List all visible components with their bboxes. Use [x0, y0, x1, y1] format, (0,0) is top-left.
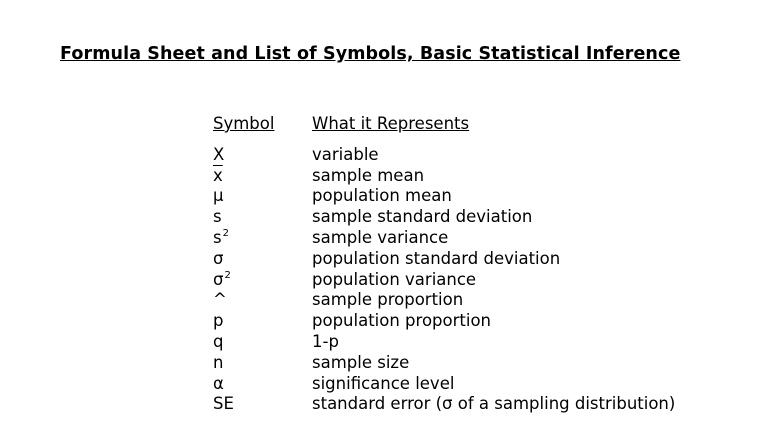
meaning-cell: sample standard deviation: [312, 207, 533, 227]
symbol-cell: α: [213, 373, 224, 393]
table-row: [213, 166, 675, 187]
table-row: [213, 332, 675, 353]
symbol-cell: q: [213, 331, 224, 351]
table-row: [213, 311, 675, 332]
table-row: [213, 353, 675, 374]
meaning-column-header: What it Represents: [312, 114, 470, 133]
symbol-cell: $s^2$: [213, 227, 229, 247]
page-title: Formula Sheet and List of Symbols, Basic Statistical Inference: [60, 44, 681, 64]
meaning-cell: population proportion: [312, 311, 491, 331]
meaning-cell: sample size: [312, 352, 410, 372]
meaning-cell: sample variance: [312, 227, 449, 247]
meaning-cell: population mean: [312, 186, 452, 206]
meaning-cell: variable: [312, 144, 379, 164]
table-row: [213, 145, 675, 166]
table-row: [213, 374, 675, 395]
table-header-row: [213, 114, 675, 135]
meaning-cell: sample proportion: [312, 290, 464, 310]
symbol-cell: SE: [213, 394, 234, 414]
meaning-cell: population standard deviation: [312, 248, 561, 268]
symbol-cell: s: [213, 207, 222, 227]
meaning-cell: significance level: [312, 373, 455, 393]
meaning-cell: sample mean: [312, 165, 425, 185]
sample-mean-symbol: $\overline{x}$: [213, 165, 223, 185]
symbol-cell: ^: [213, 290, 227, 310]
table-row: [213, 207, 675, 228]
symbols-table: [213, 114, 675, 415]
meaning-cell: standard error (σ of a sampling distribution): [312, 394, 676, 414]
symbol-cell: $\sigma^2$: [213, 269, 231, 289]
symbol-cell: μ: [213, 186, 224, 206]
meaning-cell: 1-p: [312, 331, 339, 351]
table-row: [213, 270, 675, 291]
symbol-cell: [213, 166, 312, 187]
symbol-cell: p: [213, 311, 224, 331]
table-row: [213, 228, 675, 249]
table-row: [213, 249, 675, 270]
table-row: [213, 394, 675, 415]
symbol-cell: X: [213, 144, 225, 164]
symbol-cell: σ: [213, 248, 224, 268]
table-row: [213, 186, 675, 207]
meaning-cell: population variance: [312, 269, 477, 289]
table-row: [213, 290, 675, 311]
symbol-cell: n: [213, 352, 224, 372]
symbol-column-header: Symbol: [213, 114, 275, 133]
